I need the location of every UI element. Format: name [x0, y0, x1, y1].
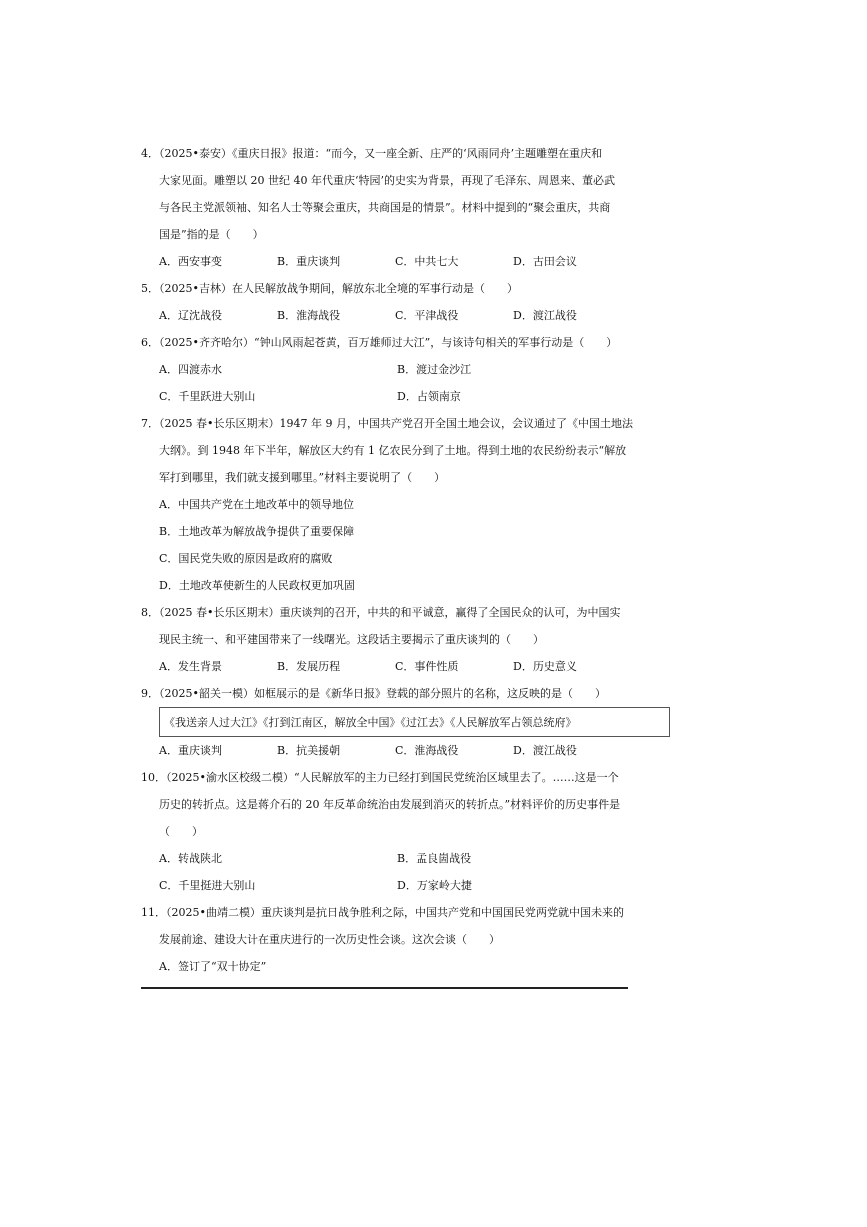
option-a[interactable]: A．发生背景 — [159, 660, 222, 673]
option-c[interactable]: C．中共七大 — [395, 255, 459, 268]
option-b[interactable]: B．淮海战役 — [277, 309, 341, 322]
options-row — [141, 737, 681, 764]
options-row — [141, 248, 681, 275]
option-b[interactable]: B．抗美援朝 — [277, 744, 341, 757]
options-row — [141, 845, 681, 872]
options-row — [141, 518, 681, 545]
question-text-line: 6．（2025•齐齐哈尔）“钟山风雨起苍黄，百万雄师过大江”，与该诗句相关的军事行动是（ ） — [141, 336, 618, 349]
option-c[interactable]: C．千里跃进大别山 — [159, 390, 256, 403]
option-b[interactable]: B．渡过金沙江 — [397, 363, 472, 376]
options-row — [141, 383, 681, 410]
option-c[interactable]: C．国民党失败的原因是政府的腐败 — [159, 552, 333, 565]
question-text-line: 国是”指的是（ ） — [159, 228, 264, 241]
option-c[interactable]: C．事件性质 — [395, 660, 459, 673]
options-row — [141, 953, 681, 980]
option-d[interactable]: D．渡江战役 — [513, 744, 577, 757]
option-a[interactable]: A．辽沈战役 — [159, 309, 222, 322]
question-list — [141, 140, 681, 980]
question-8 — [141, 599, 681, 653]
question-text-line: 大纲》。到 1948 年下半年，解放区大约有 1 亿农民分到了土地。得到土地的农民纷纷表示“解放 — [159, 444, 627, 457]
question-text-line: 8．（2025 春•长乐区期末）重庆谈判的召开，中共的和平诚意，赢得了全国民众的认可，为中国实 — [141, 606, 621, 619]
option-b[interactable]: B．发展历程 — [277, 660, 341, 673]
option-a[interactable]: A．转战陕北 — [159, 852, 222, 865]
option-d[interactable]: D．古田会议 — [513, 255, 577, 268]
options-row — [141, 545, 681, 572]
question-10 — [141, 764, 681, 845]
question-text-line: 5．（2025•吉林）在人民解放战争期间，解放东北全境的军事行动是（ ） — [141, 282, 518, 295]
options-row — [141, 491, 681, 518]
option-a[interactable]: A．中国共产党在土地改革中的领导地位 — [159, 498, 354, 511]
question-text-line: 7．（2025 春•长乐区期末）1947 年 9 月，中国共产党召开全国土地会议，会议通过了《中国土地法 — [141, 417, 633, 430]
question-text-line: 发展前途、建设大计在重庆进行的一次历史性会谈。这次会谈（ ） — [159, 933, 500, 946]
question-text-line: 历史的转折点。这是蒋介石的 20 年反革命统治由发展到消灭的转折点。”材料评价的历史事件是 — [159, 798, 621, 811]
footer-rule — [141, 987, 628, 989]
option-c[interactable]: C．千里挺进大别山 — [159, 879, 256, 892]
question-text-line: 9．（2025•韶关一模）如框展示的是《新华日报》登载的部分照片的名称，这反映的是（ ） — [141, 687, 606, 700]
question-text-line: 11．（2025•曲靖二模）重庆谈判是抗日战争胜利之际，中国共产党和中国国民党两党就中国未来的 — [141, 906, 624, 919]
option-c[interactable]: C．平津战役 — [395, 309, 459, 322]
option-a[interactable]: A．四渡赤水 — [159, 363, 222, 376]
options-row — [141, 572, 681, 599]
option-d[interactable]: D．土地改革使新生的人民政权更加巩固 — [159, 579, 355, 592]
option-d[interactable]: D．万家岭大捷 — [397, 879, 472, 892]
options-row — [141, 653, 681, 680]
question-text-line: 现民主统一、和平建国带来了一线曙光。这段话主要揭示了重庆谈判的（ ） — [159, 633, 544, 646]
question-text-line: 与各民主党派领袖、知名人士等聚会重庆，共商国是的情景”。材料中提到的“聚会重庆，共商 — [159, 201, 611, 214]
option-d[interactable]: D．占领南京 — [397, 390, 461, 403]
option-a[interactable]: A．签订了“双十协定” — [159, 960, 267, 973]
option-b[interactable]: B．土地改革为解放战争提供了重要保障 — [159, 525, 355, 538]
question-text-line: （ ） — [159, 825, 203, 838]
question-4 — [141, 140, 681, 248]
option-d[interactable]: D．历史意义 — [513, 660, 577, 673]
question-5 — [141, 275, 681, 302]
option-b[interactable]: B．孟良崮战役 — [397, 852, 472, 865]
option-b[interactable]: B．重庆谈判 — [277, 255, 341, 268]
options-row — [141, 872, 681, 899]
option-a[interactable]: A．重庆谈判 — [159, 744, 222, 757]
question-6 — [141, 329, 681, 356]
question-11 — [141, 899, 681, 953]
material-box: 《我送亲人过大江》《打到江南区，解放全中国》《过江去》《人民解放军占领总统府》 — [159, 707, 670, 737]
question-text-line: 军打到哪里，我们就支援到哪里。”材料主要说明了（ ） — [159, 471, 446, 484]
options-row — [141, 356, 681, 383]
option-c[interactable]: C．淮海战役 — [395, 744, 459, 757]
option-d[interactable]: D．渡江战役 — [513, 309, 577, 322]
question-text-line: 4．（2025•泰安）《重庆日报》报道：“而今，又一座全新、庄严的‘风雨同舟’主题雕塑在重庆和 — [141, 147, 603, 160]
question-9 — [141, 680, 681, 707]
question-7 — [141, 410, 681, 491]
option-a[interactable]: A．西安事变 — [159, 255, 222, 268]
options-row — [141, 302, 681, 329]
question-text-line: 10．（2025•渝水区校级二模）“人民解放军的主力已经打到国民党统治区域里去了。……这是一个 — [141, 771, 619, 784]
question-text-line: 大家见面。雕塑以 20 世纪 40 年代重庆‘特园’的史实为背景，再现了毛泽东、周恩来、董必武 — [159, 174, 615, 187]
